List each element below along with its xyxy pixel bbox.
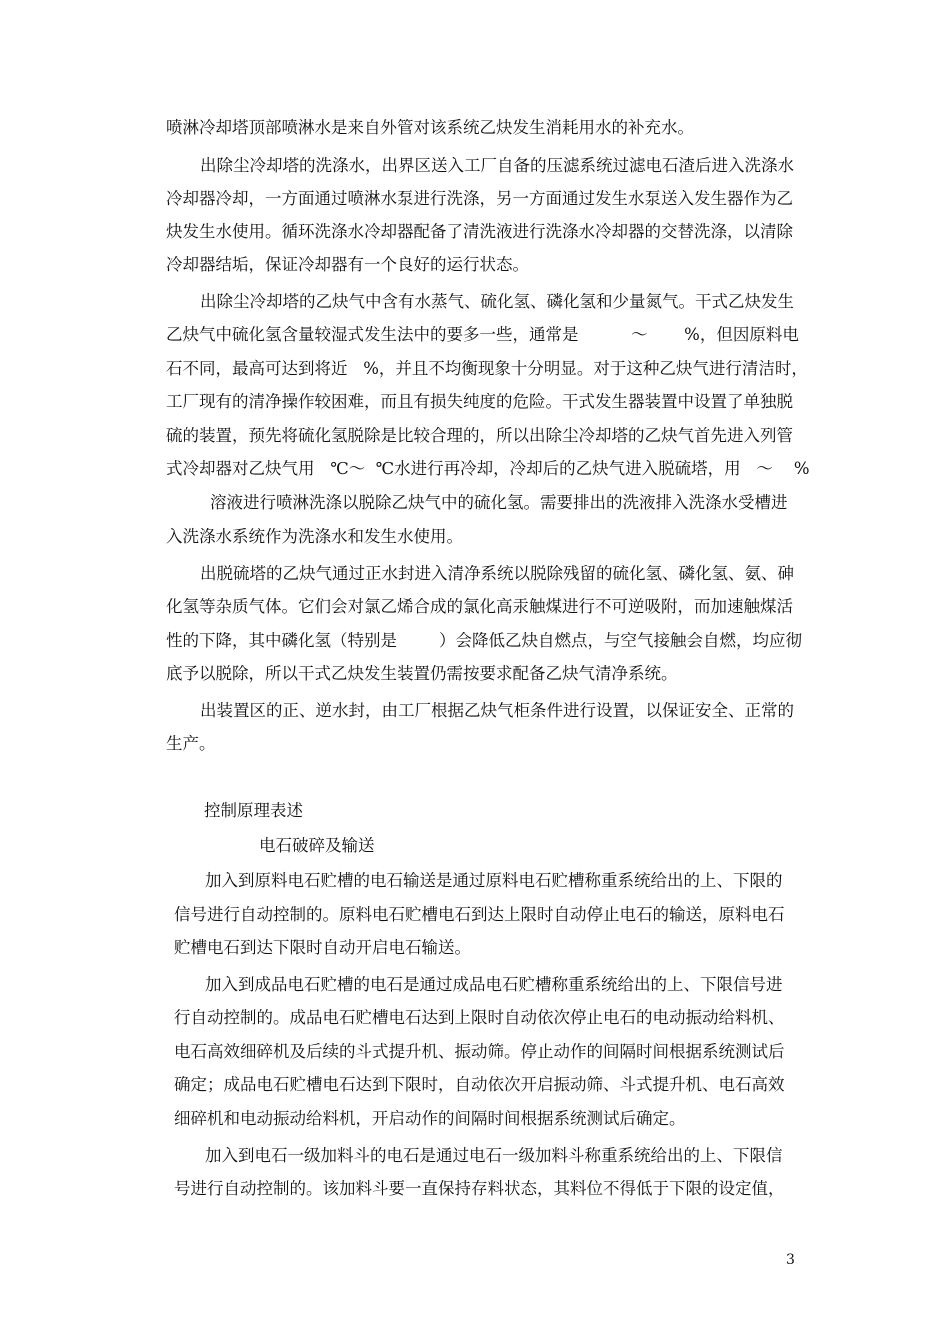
paragraph-line: 冷却器冷却，一方面通过喷淋水泵进行洗涤，另一方面通过发生水泵送入发生器作为乙 — [166, 189, 793, 208]
paragraph-line: 信号进行自动控制的。原料电石贮槽电石到达上限时自动停止电石的输送，原料电石 — [174, 905, 785, 924]
paragraph-line: 乙炔气中硫化氢含量较湿式发生法中的要多一些，通常是 ～ %，但因原料电 — [166, 325, 799, 344]
paragraph-line: 化氢等杂质气体。它们会对氯乙烯合成的氯化高汞触煤进行不可逆吸附，而加速触煤活 — [166, 597, 793, 616]
paragraph-line: 出除尘冷却塔的乙炔气中含有水蒸气、硫化氢、磷化氢和少量氮气。干式乙炔发生 — [200, 292, 794, 311]
paragraph-line: 出除尘冷却塔的洗涤水，出界区送入工厂自备的压滤系统过滤电石渣后进入洗涤水 — [200, 156, 794, 175]
paragraph-line: 加入到电石一级加料斗的电石是通过电石一级加料斗称重系统给出的上、下限信 — [205, 1146, 783, 1165]
paragraph-line: 冷却器结垢，保证冷却器有一个良好的运行状态。 — [166, 255, 529, 274]
paragraph-line: 硫的装置，预先将硫化氢脱除是比较合理的，所以出除尘冷却塔的乙炔气首先进入列管 — [166, 426, 793, 445]
paragraph-line: 溶液进行喷淋洗涤以脱除乙炔气中的硫化氢。需要排出的洗液排入洗涤水受槽进 — [210, 493, 788, 512]
paragraph-line: 石不同，最高可达到将近 %，并且不均衡现象十分明显。对于这种乙炔气进行清洁时， — [166, 359, 808, 378]
paragraph-line: 细碎机和电动振动给料机，开启动作的间隔时间根据系统测试后确定。 — [174, 1109, 686, 1128]
paragraph-line: 底予以脱除，所以干式乙炔发生装置仍需按要求配备乙炔气清净系统。 — [166, 664, 678, 683]
paragraph-line: 性的下降，其中磷化氢（特别是 ）会降低乙炔自燃点，与空气接触会自燃，均应彻 — [166, 631, 802, 650]
paragraph-line: 工厂现有的清净操作较困难，而且有损失纯度的危险。干式发生器装置中设置了单独脱 — [166, 392, 793, 411]
paragraph-line: 喷淋冷却塔顶部喷淋水是来自外管对该系统乙炔发生消耗用水的补充水。 — [166, 118, 694, 137]
subsection-heading: 电石破碎及输送 — [259, 836, 375, 855]
paragraph-line: 行自动控制的。成品电石贮槽电石达到上限时自动依次停止电石的电动振动给料机、 — [174, 1008, 785, 1027]
paragraph-line: 生产。 — [166, 734, 216, 753]
paragraph-line: 入洗涤水系统作为洗涤水和发生水使用。 — [166, 527, 463, 546]
paragraph-line: 式冷却器对乙炔气用 ℃～ ℃水进行再冷却，冷却后的乙炔气进入脱硫塔，用 ～ % — [166, 459, 810, 478]
paragraph-line: 贮槽电石到达下限时自动开启电石输送。 — [174, 938, 471, 957]
paragraph-line: 确定；成品电石贮槽电石达到下限时，自动依次开启振动筛、斗式提升机、电石高效 — [174, 1075, 785, 1094]
paragraph-line: 加入到成品电石贮槽的电石是通过成品电石贮槽称重系统给出的上、下限信号进 — [205, 975, 783, 994]
paragraph-line: 出脱硫塔的乙炔气通过正水封进入清净系统以脱除残留的硫化氢、磷化氢、氨、砷 — [200, 564, 794, 583]
paragraph-line: 炔发生水使用。循环洗涤水冷却器配备了清洗液进行洗涤水冷却器的交替洗涤，以清除 — [166, 222, 793, 241]
paragraph-line: 号进行自动控制的。该加料斗要一直保持存料状态，其料位不得低于下限的设定值， — [174, 1179, 785, 1198]
paragraph-line: 出装置区的正、逆水封，由工厂根据乙炔气柜条件进行设置，以保证安全、正常的 — [200, 701, 794, 720]
section-heading: 控制原理表述 — [204, 801, 303, 820]
paragraph-line: 加入到原料电石贮槽的电石输送是通过原料电石贮槽称重系统给出的上、下限的 — [205, 871, 783, 890]
paragraph-line: 电石高效细碎机及后续的斗式提升机、振动筛。停止动作的间隔时间根据系统测试后 — [174, 1042, 785, 1061]
page-number: 3 — [786, 1252, 795, 1268]
